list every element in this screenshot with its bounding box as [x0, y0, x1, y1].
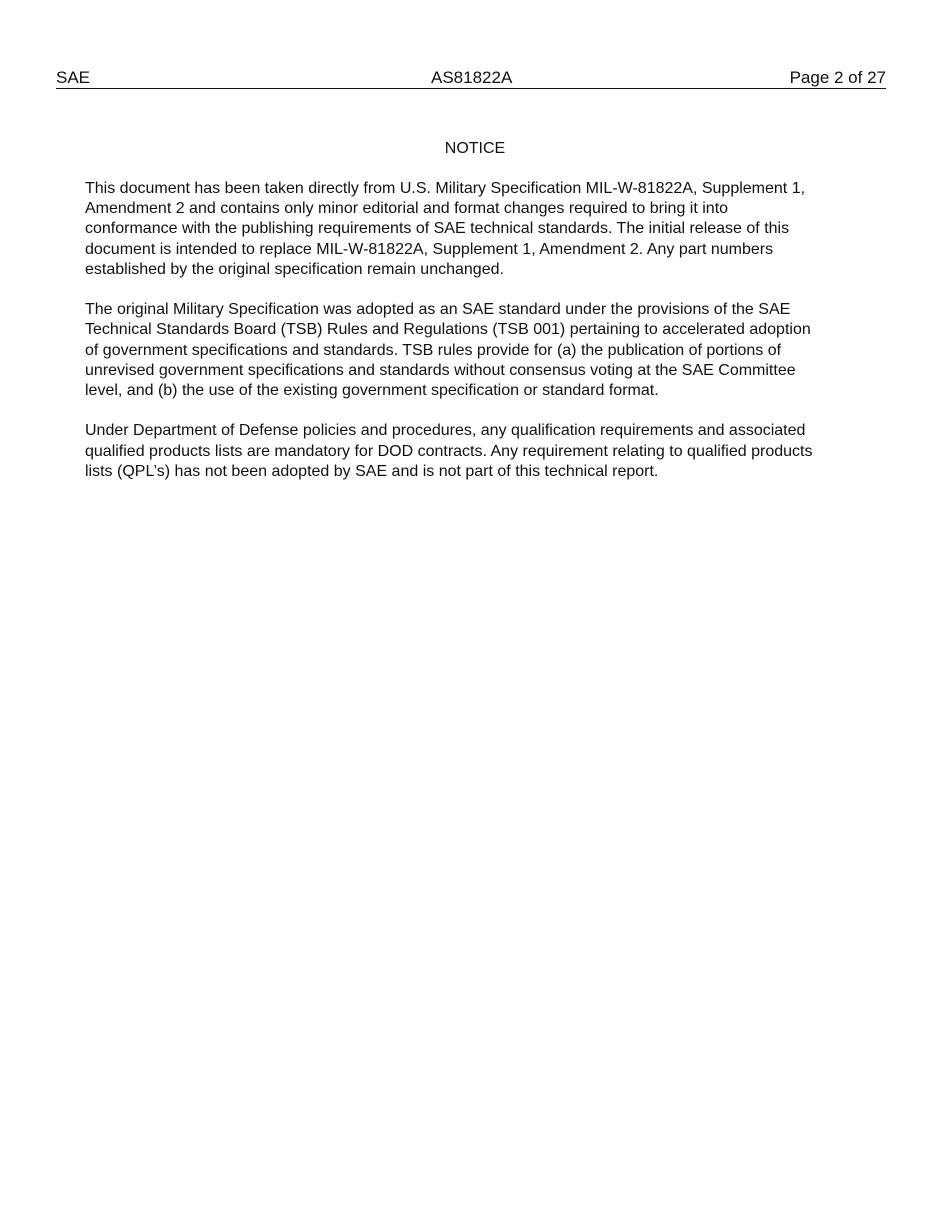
paragraph-line: Technical Standards Board (TSB) Rules and Regulations (TSB 001) pertaining to accelerated adoption [85, 321, 811, 339]
notice-heading: NOTICE [444, 140, 506, 157]
notice-body [85, 179, 875, 502]
header-page-number: Page 2 of 27 [789, 68, 886, 87]
paragraph-line: The original Military Specification was adopted as an SAE standard under the provisions of the SAE [85, 301, 791, 319]
header-document-number: AS81822A [431, 68, 513, 87]
paragraph-line: qualified products lists are mandatory for DOD contracts. Any requirement relating to qualified products [85, 442, 813, 460]
paragraph-line: This document has been taken directly from U.S. Military Specification MIL-W-81822A, Supplement 1, [85, 180, 806, 197]
paragraph-line: established by the original specification remain unchanged. [85, 260, 504, 278]
header-organization: SAE [56, 68, 91, 87]
paragraph-line: Under Department of Defense policies and procedures, any qualification requirements and associated [85, 422, 806, 440]
paragraph-line: document is intended to replace MIL-W-81822A, Supplement 1, Amendment 2. Any part numbers [85, 240, 774, 258]
paragraph-2 [85, 300, 875, 401]
paragraph-line: conformance with the publishing requirements of SAE technical standards. The initial release of this [85, 220, 790, 238]
paragraph-line: level, and (b) the use of the existing government specification or standard format. [85, 382, 659, 400]
paragraph-line: Amendment 2 and contains only minor editorial and format changes required to bring it into [85, 200, 729, 218]
paragraph-line: of government specifications and standards. TSB rules provide for (a) the publication of portions of [85, 341, 782, 359]
paragraph-1 [85, 179, 875, 280]
page-header [56, 68, 886, 89]
paragraph-3 [85, 421, 875, 482]
paragraph-line: lists (QPL’s) has not been adopted by SAE and is not part of this technical report. [85, 462, 659, 480]
paragraph-line: unrevised government specifications and standards without consensus voting at the SAE Committee [85, 361, 796, 379]
